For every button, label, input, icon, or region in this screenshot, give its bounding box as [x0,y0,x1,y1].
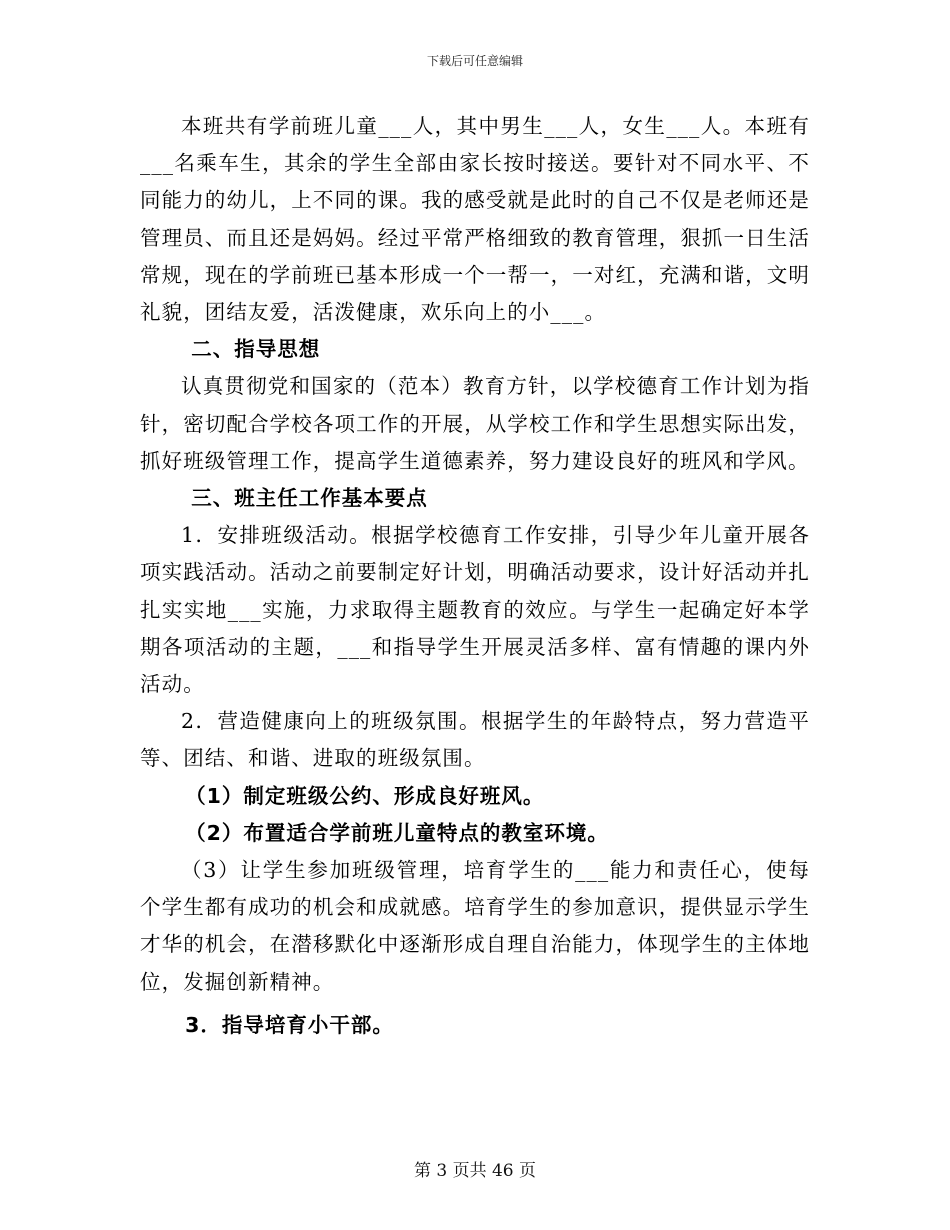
class-activities-paragraph: 1．安排班级活动。根据学校德育工作安排，引导少年儿童开展各项实践活动。活动之前要制定好计划，明确活动要求，设计好活动并扎扎实实地___实施，力求取得主题教育的效应。与学生一起确定好本学期各项活动的主题，___和指导学生开展灵活多样、富有情趣的课内外活动。 [140,523,810,697]
guiding-thought-paragraph: 认真贯彻党和国家的（范本）教育方针，以学校德育工作计划为指针，密切配合学校各项工作的开展，从学校工作和学生思想实际出发，抓好班级管理工作，提高学生道德素养，努力建设良好的班风和学风。 [140,374,810,473]
section-heading-key-points: 三、班主任工作基本要点 [191,486,428,511]
class-overview-paragraph: 本班共有学前班儿童___人，其中男生___人，女生___人。本班有___名乘车生，其余的学生全部由家长按时接送。要针对不同水平、不同能力的幼儿，上不同的课。我的感受就是此时的自己不仅是老师还是管理员、而且还是妈妈。经过平常严格细致的教育管理，狠抓一日生活常规，现在的学前班已基本形成一个一帮一，一对红，充满和谐，文明礼貌，团结友爱，活泼健康，欢乐向上的小___。 [140,114,810,325]
page-header: 下载后可任意编辑 [426,54,523,68]
page-number: 第 3 页共 46 页 [413,1161,537,1181]
subpoint-class-rules: （1）制定班级公约、形成良好班风。 [185,783,545,808]
section-heading-guiding-thought: 二、指导思想 [191,337,321,362]
subpoint-classroom-environment: （2）布置适合学前班儿童特点的教室环境。 [185,820,609,845]
document-body [140,108,810,1044]
class-atmosphere-paragraph: 2．营造健康向上的班级氛围。根据学生的年龄特点，努力营造平等、团结、和谐、进取的班级氛围。 [140,709,810,771]
section-heading-cadre-training: 3．指导培育小干部。 [185,1012,394,1037]
class-management-paragraph: （3）让学生参加班级管理，培育学生的___能力和责任心，使每个学生都有成功的机会和成就感。培育学生的参加意识，提供显示学生才华的机会，在潜移默化中逐渐形成自理自治能力，体现学生的主体地位，发掘创新精神。 [140,858,810,994]
